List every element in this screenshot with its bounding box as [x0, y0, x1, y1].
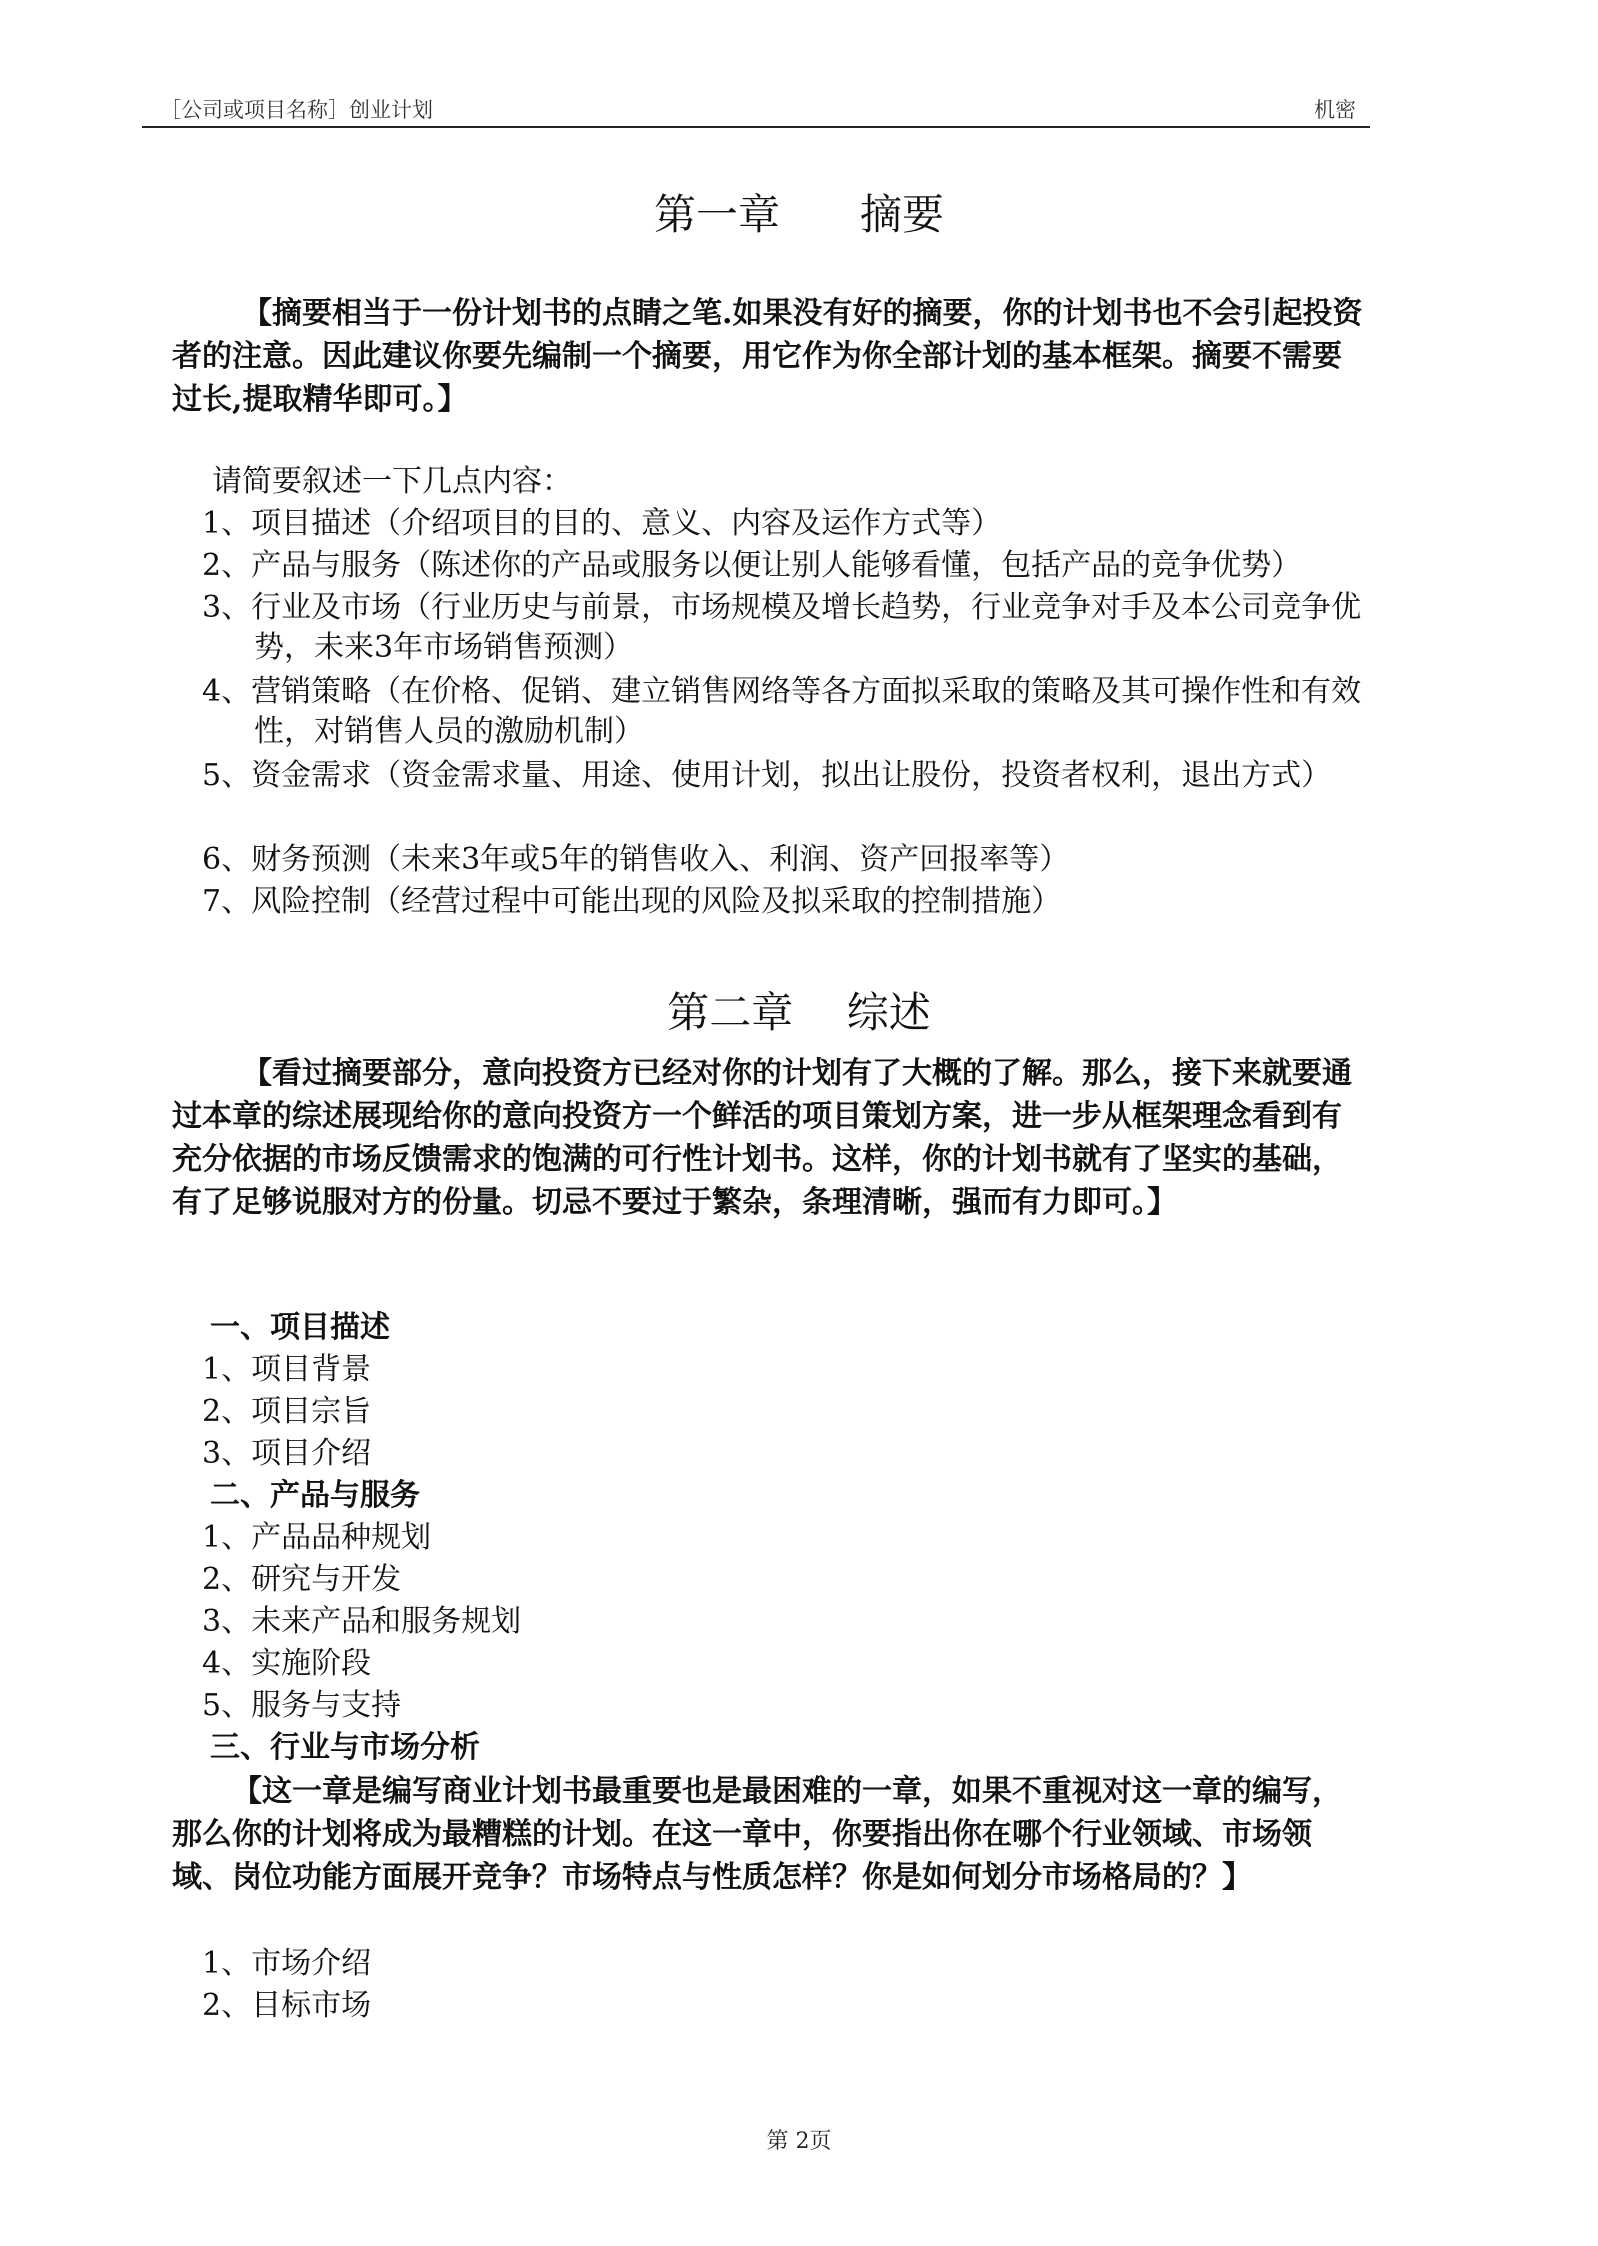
chapter1-item-1: 1、项目描述（介绍项目的目的、意义、内容及运作方式等） — [202, 506, 1002, 541]
section1-item-2: 2、项目宗旨 — [202, 1394, 372, 1429]
chapter1-item-4: 4、营销策略（在价格、促销、建立销售网络等各方面拟采取的策略及其可操作性和有效性，对销售人员的激励机制） — [202, 674, 1362, 749]
chapter2-note: 【看过摘要部分，意向投资方已经对你的计划有了大概的了解。那么，接下来就要通过本章的综述展现给你的意向投资方一个鲜活的项目策划方案，进一步从框架理念看到有充分依据的市场反馈需求的饱满的可行性计划书。这样，你的计划书就有了坚实的基础，有了足够说服对方的份量。切忌不要过于繁杂，条理清晰，强而有力即可。】 — [172, 1056, 1352, 1220]
section2-item-1: 1、产品品种规划 — [202, 1520, 432, 1555]
header-company-name: ［公司或项目名称］创业计划 — [160, 98, 433, 122]
chapter1-intro: 请简要叙述一下几点内容： — [212, 464, 572, 499]
chapter1-note: 【摘要相当于一份计划书的点睛之笔.如果没有好的摘要，你的计划书也不会引起投资者的注意。因此建议你要先编制一个摘要，用它作为你全部计划的基本框架。摘要不需要过长,提取精华即可。】 — [172, 296, 1363, 417]
section1-heading: 一、项目描述 — [210, 1310, 390, 1345]
section1-item-1: 1、项目背景 — [202, 1352, 372, 1387]
page-header — [142, 92, 1370, 128]
chapter1-item-2: 2、产品与服务（陈述你的产品或服务以便让别人能够看懂，包括产品的竞争优势） — [202, 548, 1302, 583]
header-confidential: 机密 — [1314, 98, 1356, 122]
section3-item-1: 1、市场介绍 — [202, 1946, 372, 1981]
section2-item-4: 4、实施阶段 — [202, 1646, 372, 1681]
section2-item-3: 3、未来产品和服务规划 — [202, 1604, 522, 1639]
section2-item-2: 2、研究与开发 — [202, 1562, 402, 1597]
section2-heading: 二、产品与服务 — [210, 1478, 420, 1513]
page-number: 第 2页 — [766, 2129, 832, 2154]
section3-item-2: 2、目标市场 — [202, 1988, 372, 2023]
chapter1-item-6: 6、财务预测（未来3年或5年的销售收入、利润、资产回报率等） — [202, 842, 1070, 877]
chapter1-title: 第一章 摘要 — [653, 190, 945, 239]
section1-item-3: 3、项目介绍 — [202, 1436, 372, 1471]
chapter1-item-7: 7、风险控制（经营过程中可能出现的风险及拟采取的控制措施） — [202, 884, 1062, 919]
section2-item-5: 5、服务与支持 — [202, 1688, 402, 1723]
section3-note: 【这一章是编写商业计划书最重要也是最困难的一章，如果不重视对这一章的编写，那么你的计划将成为最糟糕的计划。在这一章中，你要指出你在哪个行业领域、市场领域、岗位功能方面展开竞争？市场特点与性质怎样？你是如何划分市场格局的？】 — [172, 1774, 1342, 1895]
chapter1-item-5: 5、资金需求（资金需求量、用途、使用计划，拟出让股份，投资者权利，退出方式） — [202, 758, 1332, 793]
chapter1-item-3: 3、行业及市场（行业历史与前景，市场规模及增长趋势，行业竞争对手及本公司竞争优势，未来3年市场销售预测） — [202, 590, 1362, 665]
section3-heading: 三、行业与市场分析 — [210, 1730, 480, 1765]
chapter2-title: 第二章 综述 — [667, 988, 931, 1037]
